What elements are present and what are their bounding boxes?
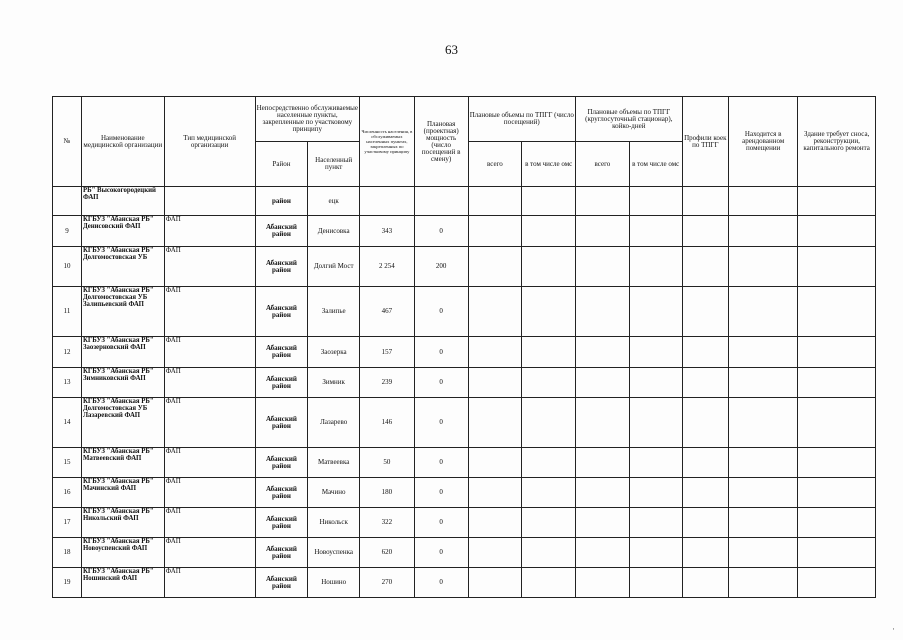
empty-cell [468,368,522,398]
row-name: КГБУЗ "Абанская РБ" Долгомостовская УБ Залипьевский ФАП [81,287,164,337]
empty-cell [629,448,682,478]
empty-cell [468,478,522,508]
row-settlement: Матвеевка [308,448,360,478]
empty-cell [682,187,729,216]
empty-cell [468,508,522,538]
row-type: ФАП [164,448,255,478]
row-district: Абанский район [255,247,308,287]
empty-cell [629,568,682,598]
empty-cell [798,478,876,508]
empty-cell [729,478,798,508]
empty-cell [798,216,876,247]
row-num: 11 [53,287,82,337]
row-type [164,187,255,216]
row-population: 146 [360,398,415,448]
row-settlement: Долгий Мост [308,247,360,287]
row-num [53,187,82,216]
empty-cell [468,216,522,247]
header-district: Район [255,142,308,187]
table-row [53,478,876,508]
row-population: 50 [360,448,415,478]
row-settlement: Мачино [308,478,360,508]
empty-cell [629,216,682,247]
row-capacity: 0 [414,287,468,337]
empty-cell [798,568,876,598]
row-population: 180 [360,478,415,508]
table-row [53,287,876,337]
row-capacity: 0 [414,216,468,247]
empty-cell [629,247,682,287]
row-type: ФАП [164,247,255,287]
row-num: 14 [53,398,82,448]
row-capacity: 0 [414,478,468,508]
row-type: ФАП [164,216,255,247]
empty-cell [576,247,630,287]
empty-cell [576,216,630,247]
row-capacity: 200 [414,247,468,287]
header-beds-oms: в том числе омс [629,142,682,187]
header-rented: Находится в арендованном помещении [729,97,798,187]
row-type: ФАП [164,538,255,568]
empty-cell [682,216,729,247]
table-row [53,508,876,538]
empty-cell [468,538,522,568]
empty-cell [729,448,798,478]
row-name: КГБУЗ "Абанская РБ" Заозерновский ФАП [81,337,164,368]
row-settlement: Денисовка [308,216,360,247]
empty-cell [629,508,682,538]
row-name: КГБУЗ "Абанская РБ" Долгомостовская УБ Лазаревский ФАП [81,398,164,448]
row-capacity: 0 [414,337,468,368]
table-row [53,337,876,368]
empty-cell [629,287,682,337]
empty-cell [682,508,729,538]
row-type: ФАП [164,398,255,448]
row-population: 270 [360,568,415,598]
header-population: Численность населения, в обслуживаемых населенных пунктах, закрепленных по участковому принципу [360,97,415,187]
table-row [53,538,876,568]
empty-cell [682,538,729,568]
empty-cell [682,448,729,478]
empty-cell [468,287,522,337]
header-visits-group: Плановые объемы по ТПГГ (число посещений) [468,97,576,142]
row-settlement: Ношино [308,568,360,598]
row-district: Абанский район [255,508,308,538]
header-profiles: Профили коек по ТПГГ [682,97,729,187]
empty-cell [798,187,876,216]
row-type: ФАП [164,287,255,337]
row-num: 17 [53,508,82,538]
empty-cell [682,337,729,368]
row-population: 322 [360,508,415,538]
empty-cell [629,187,682,216]
empty-cell [576,398,630,448]
empty-cell [468,568,522,598]
empty-cell [576,448,630,478]
table-header [53,97,876,187]
row-settlement: ецк [308,187,360,216]
row-district: Абанский район [255,287,308,337]
row-name: КГБУЗ "Абанская РБ" Денисовский ФАП [81,216,164,247]
empty-cell [729,216,798,247]
row-settlement: Лазарево [308,398,360,448]
empty-cell [629,538,682,568]
row-capacity: 0 [414,448,468,478]
empty-cell [522,448,576,478]
empty-cell [522,337,576,368]
facilities-table [52,96,876,598]
empty-cell [629,337,682,368]
empty-cell [468,398,522,448]
row-type: ФАП [164,568,255,598]
row-capacity: 0 [414,568,468,598]
empty-cell [522,216,576,247]
row-num: 10 [53,247,82,287]
empty-cell [798,287,876,337]
table-row [53,448,876,478]
header-direct-group: Непосредственно обслуживаемые населенные пункты, закрепленные по участковому принципу [255,97,359,142]
row-settlement: Залипье [308,287,360,337]
empty-cell [576,568,630,598]
empty-cell [729,368,798,398]
empty-cell [522,187,576,216]
empty-cell [682,398,729,448]
table-row [53,368,876,398]
row-district: Абанский район [255,398,308,448]
row-capacity: 0 [414,538,468,568]
header-name: Наименование медицинской организации [81,97,164,187]
row-num: 15 [53,448,82,478]
row-capacity [414,187,468,216]
empty-cell [729,337,798,368]
empty-cell [729,568,798,598]
empty-cell [522,368,576,398]
row-name: КГБУЗ "Абанская РБ" Зимниковский ФАП [81,368,164,398]
header-beds-group: Плановые объемы по ТПГГ (круглосуточный стационар), койко-дней [576,97,682,142]
row-name: КГБУЗ "Абанская РБ" Никольский ФАП [81,508,164,538]
empty-cell [729,398,798,448]
empty-cell [468,337,522,368]
row-population: 157 [360,337,415,368]
row-num: 13 [53,368,82,398]
header-capacity: Плановая (проектная) мощность (число посещений в смену) [414,97,468,187]
empty-cell [682,287,729,337]
empty-cell [682,247,729,287]
table-row [53,568,876,598]
row-num: 16 [53,478,82,508]
empty-cell [576,368,630,398]
row-settlement: Зимник [308,368,360,398]
row-district: Абанский район [255,216,308,247]
row-name: РБ" Высокогородецкий ФАП [81,187,164,216]
row-num: 19 [53,568,82,598]
empty-cell [798,538,876,568]
row-type: ФАП [164,337,255,368]
row-capacity: 0 [414,508,468,538]
table-row [53,216,876,247]
empty-cell [522,398,576,448]
empty-cell [729,287,798,337]
row-type: ФАП [164,508,255,538]
row-capacity: 0 [414,398,468,448]
row-name: КГБУЗ "Абанская РБ" Новоуспенский ФАП [81,538,164,568]
row-population: 343 [360,216,415,247]
header-type: Тип медицинской организации [164,97,255,187]
row-district: район [255,187,308,216]
empty-cell [522,478,576,508]
row-num: 9 [53,216,82,247]
row-capacity: 0 [414,368,468,398]
empty-cell [576,538,630,568]
empty-cell [468,448,522,478]
row-population [360,187,415,216]
row-district: Абанский район [255,368,308,398]
row-population: 620 [360,538,415,568]
empty-cell [682,478,729,508]
row-settlement: Заозерка [308,337,360,368]
empty-cell [576,337,630,368]
row-type: ФАП [164,368,255,398]
row-type: ФАП [164,478,255,508]
empty-cell [798,247,876,287]
empty-cell [468,187,522,216]
header-settlement: Населенный пункт [308,142,360,187]
row-name: КГБУЗ "Абанская РБ" Ношинский ФАП [81,568,164,598]
row-district: Абанский район [255,478,308,508]
empty-cell [576,287,630,337]
header-repair: Здание требует сноса, реконструкции, капитального ремонта [798,97,876,187]
row-population: 239 [360,368,415,398]
empty-cell [522,568,576,598]
empty-cell [522,247,576,287]
empty-cell [798,337,876,368]
page-number: 63 [445,42,458,57]
empty-cell [629,398,682,448]
empty-cell [468,247,522,287]
row-district: Абанский район [255,538,308,568]
row-name: КГБУЗ "Абанская РБ" Долгомостовская УБ [81,247,164,287]
row-name: КГБУЗ "Абанская РБ" Мачинский ФАП [81,478,164,508]
row-district: Абанский район [255,568,308,598]
row-num: 18 [53,538,82,568]
table-row [53,187,876,216]
header-visits-oms: в том числе омс [522,142,576,187]
empty-cell [522,287,576,337]
empty-cell [576,508,630,538]
empty-cell [729,187,798,216]
empty-cell [522,538,576,568]
row-num: 12 [53,337,82,368]
table-body [53,187,876,598]
row-district: Абанский район [255,337,308,368]
empty-cell [798,368,876,398]
empty-cell [576,478,630,508]
empty-cell [729,538,798,568]
row-name: КГБУЗ "Абанская РБ" Матвеевский ФАП [81,448,164,478]
table-row [53,247,876,287]
header-beds-total: всего [576,142,630,187]
header-num: № [53,97,82,187]
empty-cell [522,508,576,538]
header-visits-total: всего [468,142,522,187]
empty-cell [629,368,682,398]
row-settlement: Новоуспенка [308,538,360,568]
empty-cell [629,478,682,508]
empty-cell [798,508,876,538]
table-row [53,398,876,448]
empty-cell [729,247,798,287]
row-population: 467 [360,287,415,337]
scan-mark: · [892,624,895,634]
empty-cell [682,368,729,398]
empty-cell [682,568,729,598]
empty-cell [576,187,630,216]
row-district: Абанский район [255,448,308,478]
empty-cell [798,448,876,478]
row-population: 2 254 [360,247,415,287]
row-settlement: Никольск [308,508,360,538]
empty-cell [798,398,876,448]
empty-cell [729,508,798,538]
